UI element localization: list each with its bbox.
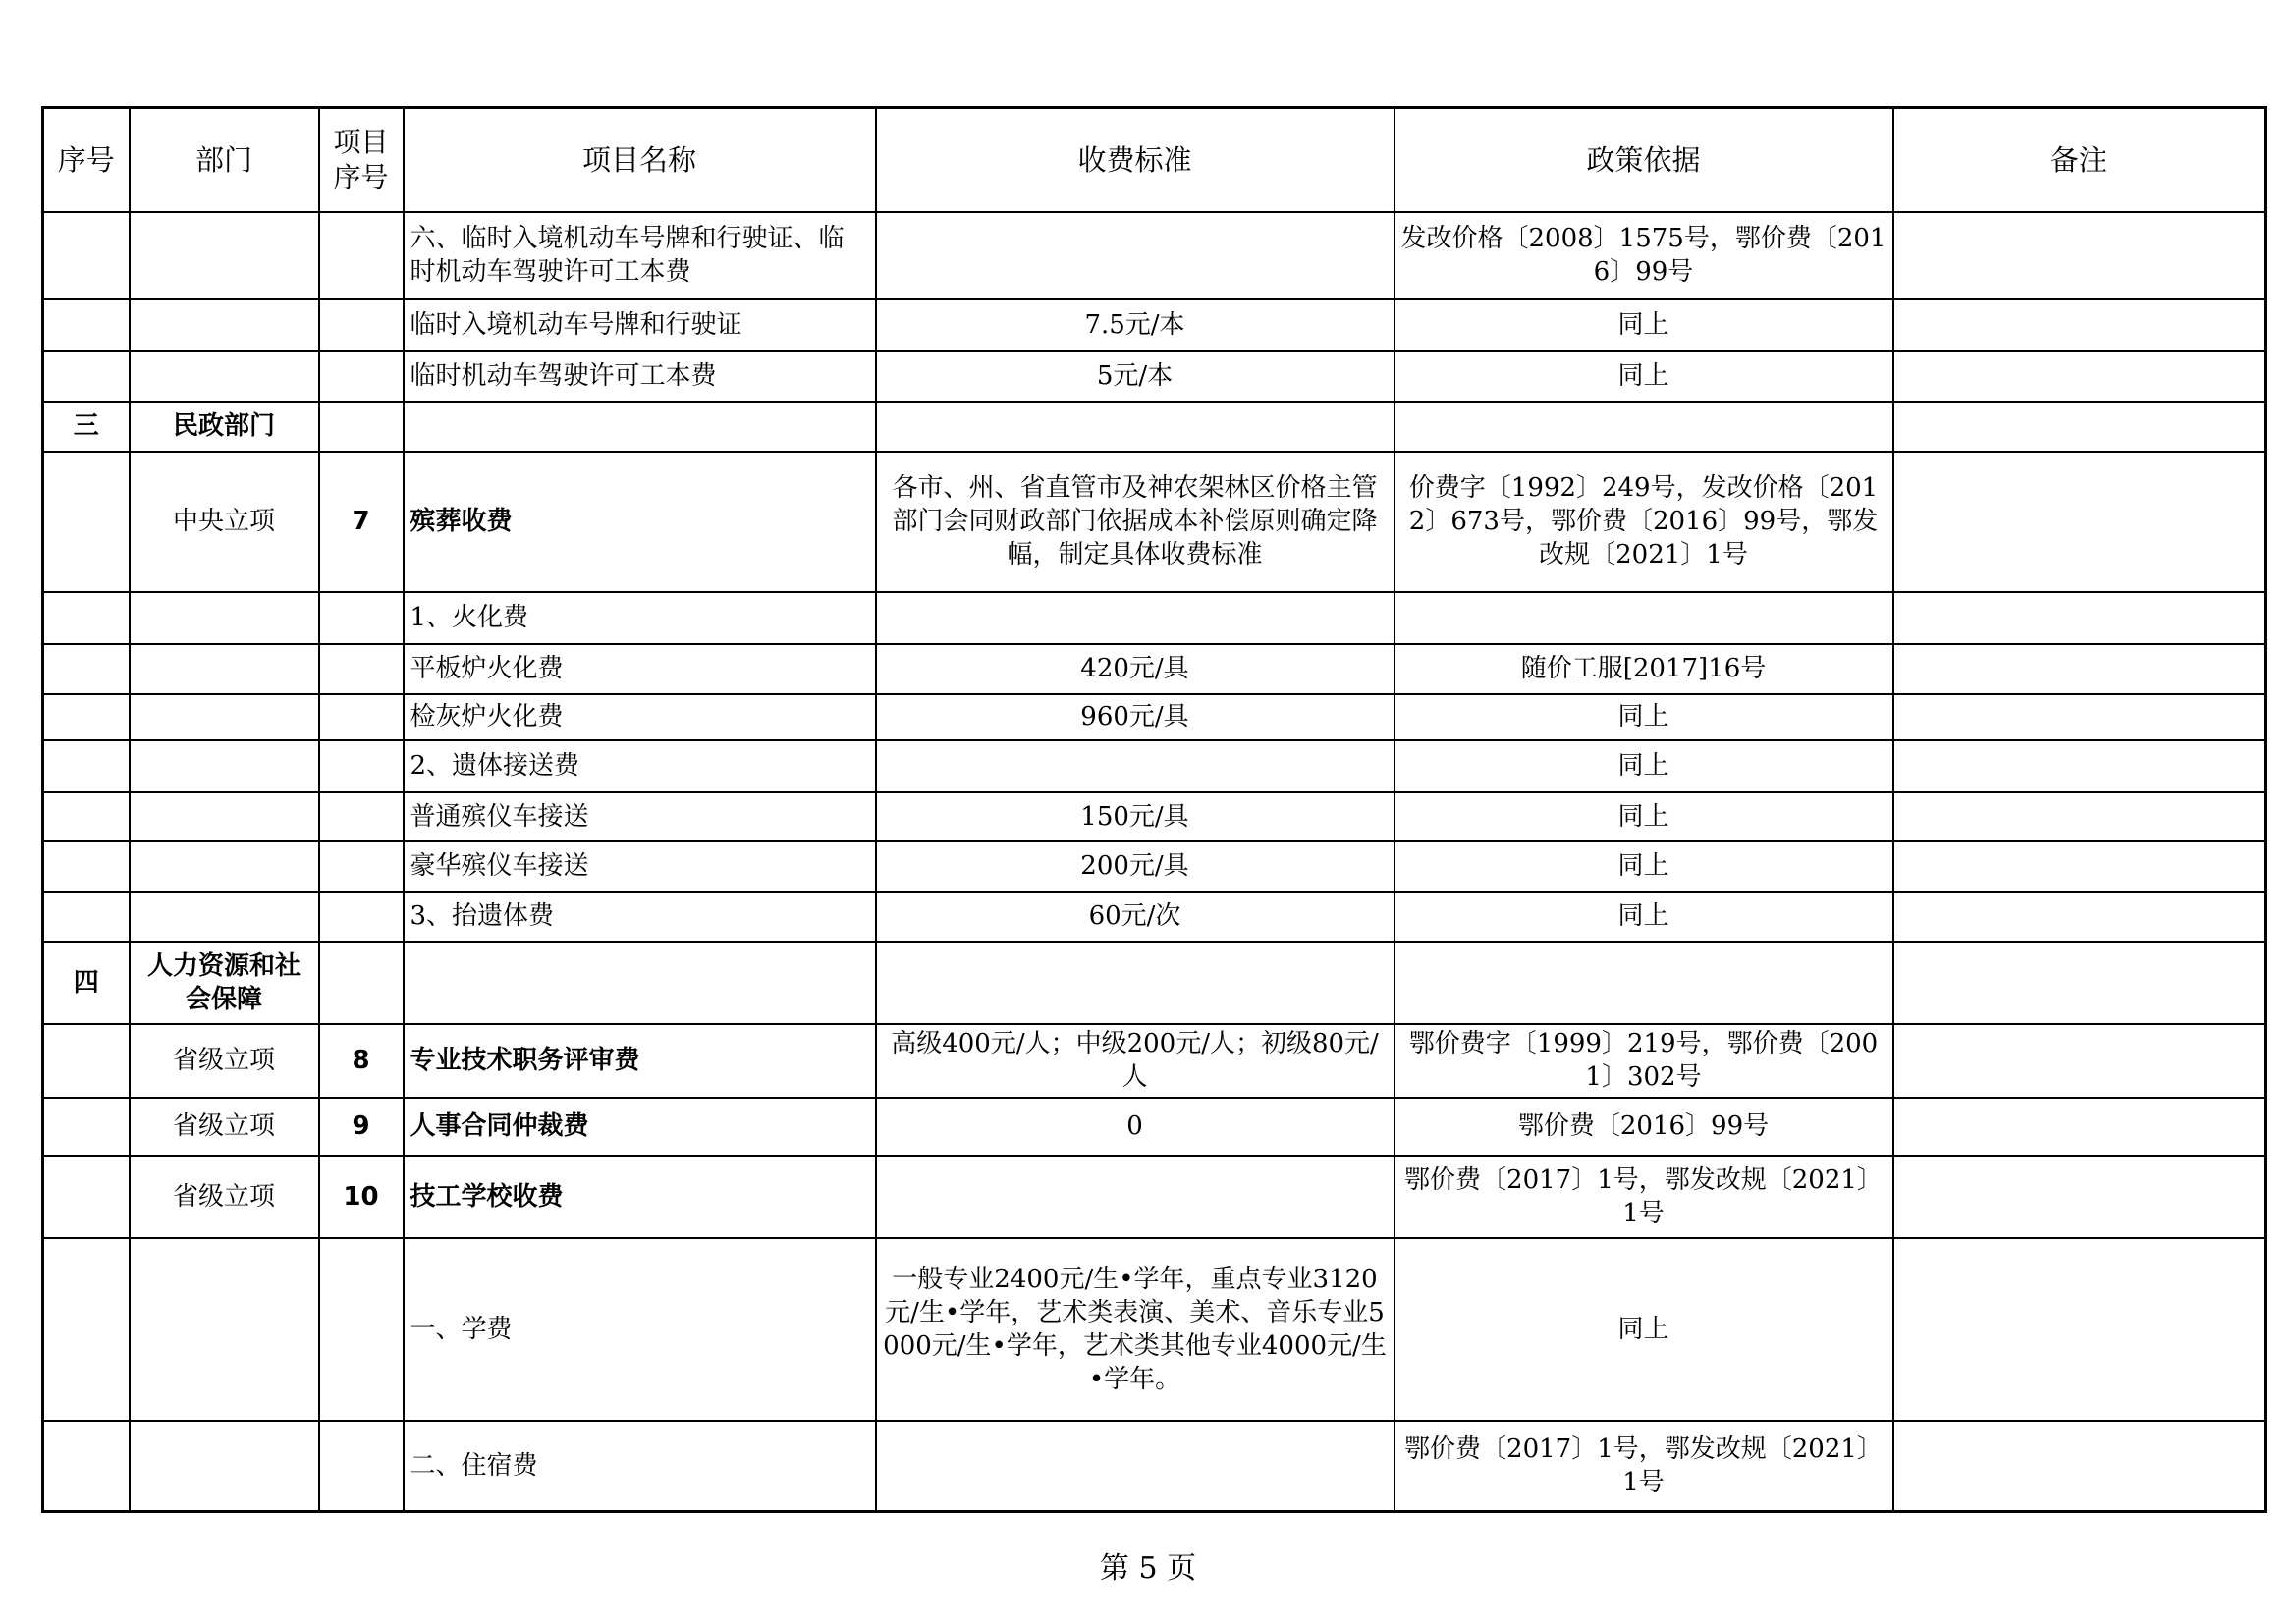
header-policy-basis: 政策依据	[1394, 108, 1893, 212]
header-seq: 序号	[43, 108, 130, 212]
cell-item-seq: 8	[319, 1024, 404, 1098]
fee-table	[41, 106, 2267, 1513]
cell-item-seq	[319, 841, 404, 892]
cell-policy: 同上	[1394, 1238, 1893, 1421]
cell-fee: 200元/具	[876, 841, 1394, 892]
cell-policy: 同上	[1394, 892, 1893, 942]
cell-remark	[1893, 351, 2266, 402]
cell-item-name: 普通殡仪车接送	[404, 792, 876, 841]
cell-item-name: 豪华殡仪车接送	[404, 841, 876, 892]
cell-item-name	[404, 402, 876, 452]
cell-item-seq	[319, 942, 404, 1024]
table-row	[43, 1238, 2266, 1421]
cell-seq	[43, 592, 130, 644]
cell-item-seq: 10	[319, 1156, 404, 1238]
cell-item-seq	[319, 892, 404, 942]
cell-remark	[1893, 892, 2266, 942]
cell-policy	[1394, 592, 1893, 644]
cell-remark	[1893, 212, 2266, 299]
cell-fee	[876, 402, 1394, 452]
cell-item-seq: 9	[319, 1098, 404, 1156]
cell-policy: 发改价格〔2008〕1575号，鄂价费〔2016〕99号	[1394, 212, 1893, 299]
table-row	[43, 1024, 2266, 1098]
table-row	[43, 694, 2266, 740]
cell-item-name: 一、学费	[404, 1238, 876, 1421]
cell-fee	[876, 1421, 1394, 1512]
cell-seq	[43, 351, 130, 402]
cell-fee: 7.5元/本	[876, 299, 1394, 351]
cell-remark	[1893, 740, 2266, 792]
cell-item-name: 二、住宿费	[404, 1421, 876, 1512]
cell-fee	[876, 740, 1394, 792]
header-item-seq: 项目序号	[319, 108, 404, 212]
cell-dept	[130, 299, 319, 351]
cell-item-seq	[319, 1421, 404, 1512]
cell-seq	[43, 841, 130, 892]
table-row	[43, 1156, 2266, 1238]
cell-item-seq	[319, 212, 404, 299]
cell-item-seq	[319, 792, 404, 841]
table-row	[43, 942, 2266, 1024]
cell-remark	[1893, 841, 2266, 892]
header-dept: 部门	[130, 108, 319, 212]
table-row	[43, 592, 2266, 644]
cell-seq	[43, 1421, 130, 1512]
cell-item-name: 临时入境机动车号牌和行驶证	[404, 299, 876, 351]
table-row	[43, 452, 2266, 592]
cell-item-seq: 7	[319, 452, 404, 592]
cell-remark	[1893, 1238, 2266, 1421]
cell-dept	[130, 351, 319, 402]
cell-dept: 人力资源和社会保障	[130, 942, 319, 1024]
cell-seq	[43, 892, 130, 942]
cell-seq	[43, 694, 130, 740]
cell-seq: 四	[43, 942, 130, 1024]
cell-dept	[130, 644, 319, 694]
table-row	[43, 402, 2266, 452]
header-row	[43, 108, 2266, 212]
cell-policy: 价费字〔1992〕249号，发改价格〔2012〕673号，鄂价费〔2016〕99号，鄂发改规〔2021〕1号	[1394, 452, 1893, 592]
cell-fee: 150元/具	[876, 792, 1394, 841]
cell-item-seq	[319, 402, 404, 452]
cell-item-name: 殡葬收费	[404, 452, 876, 592]
cell-item-seq	[319, 740, 404, 792]
cell-item-name: 检灰炉火化费	[404, 694, 876, 740]
cell-fee	[876, 942, 1394, 1024]
cell-fee	[876, 1156, 1394, 1238]
cell-item-name: 3、抬遗体费	[404, 892, 876, 942]
cell-dept	[130, 592, 319, 644]
cell-policy: 同上	[1394, 792, 1893, 841]
cell-policy: 同上	[1394, 299, 1893, 351]
cell-dept: 中央立项	[130, 452, 319, 592]
cell-remark	[1893, 644, 2266, 694]
cell-fee: 各市、州、省直管市及神农架林区价格主管部门会同财政部门依据成本补偿原则确定降幅，制定具体收费标准	[876, 452, 1394, 592]
cell-fee: 5元/本	[876, 351, 1394, 402]
cell-dept	[130, 740, 319, 792]
cell-remark	[1893, 1098, 2266, 1156]
cell-item-name: 1、火化费	[404, 592, 876, 644]
cell-fee: 60元/次	[876, 892, 1394, 942]
cell-policy: 同上	[1394, 841, 1893, 892]
table-row	[43, 212, 2266, 299]
table-row	[43, 892, 2266, 942]
cell-item-seq	[319, 644, 404, 694]
cell-item-name: 2、遗体接送费	[404, 740, 876, 792]
table-row	[43, 792, 2266, 841]
cell-dept: 省级立项	[130, 1024, 319, 1098]
cell-policy: 随价工服[2017]16号	[1394, 644, 1893, 694]
header-fee-standard: 收费标准	[876, 108, 1394, 212]
cell-remark	[1893, 592, 2266, 644]
cell-policy: 鄂价费〔2017〕1号，鄂发改规〔2021〕1号	[1394, 1156, 1893, 1238]
cell-dept: 省级立项	[130, 1156, 319, 1238]
cell-fee	[876, 592, 1394, 644]
cell-dept	[130, 792, 319, 841]
cell-item-seq	[319, 592, 404, 644]
cell-policy: 同上	[1394, 351, 1893, 402]
cell-remark	[1893, 299, 2266, 351]
cell-policy: 鄂价费〔2017〕1号，鄂发改规〔2021〕1号	[1394, 1421, 1893, 1512]
page-number: 第 5 页	[1099, 1551, 1197, 1586]
header-item-name: 项目名称	[404, 108, 876, 212]
cell-seq: 三	[43, 402, 130, 452]
cell-dept: 省级立项	[130, 1098, 319, 1156]
cell-seq	[43, 1238, 130, 1421]
cell-policy: 同上	[1394, 694, 1893, 740]
header-remarks: 备注	[1893, 108, 2266, 212]
cell-fee: 0	[876, 1098, 1394, 1156]
cell-item-name: 人事合同仲裁费	[404, 1098, 876, 1156]
cell-policy	[1394, 942, 1893, 1024]
cell-dept	[130, 892, 319, 942]
cell-fee: 420元/具	[876, 644, 1394, 694]
cell-dept	[130, 1238, 319, 1421]
cell-seq	[43, 212, 130, 299]
cell-remark	[1893, 402, 2266, 452]
cell-policy	[1394, 402, 1893, 452]
cell-item-seq	[319, 1238, 404, 1421]
cell-item-name	[404, 942, 876, 1024]
cell-fee: 一般专业2400元/生•学年，重点专业3120元/生•学年，艺术类表演、美术、音乐专业5000元/生•学年，艺术类其他专业4000元/生•学年。	[876, 1238, 1394, 1421]
cell-item-name: 技工学校收费	[404, 1156, 876, 1238]
cell-seq	[43, 452, 130, 592]
cell-item-name: 临时机动车驾驶许可工本费	[404, 351, 876, 402]
cell-dept: 民政部门	[130, 402, 319, 452]
cell-seq	[43, 792, 130, 841]
cell-seq	[43, 740, 130, 792]
cell-remark	[1893, 1156, 2266, 1238]
cell-dept	[130, 694, 319, 740]
cell-item-name: 平板炉火化费	[404, 644, 876, 694]
cell-seq	[43, 644, 130, 694]
cell-fee	[876, 212, 1394, 299]
table-row	[43, 1098, 2266, 1156]
cell-item-seq	[319, 694, 404, 740]
cell-remark	[1893, 792, 2266, 841]
cell-seq	[43, 1024, 130, 1098]
table-row	[43, 841, 2266, 892]
cell-remark	[1893, 1024, 2266, 1098]
cell-seq	[43, 299, 130, 351]
cell-seq	[43, 1156, 130, 1238]
cell-item-name: 专业技术职务评审费	[404, 1024, 876, 1098]
cell-dept	[130, 212, 319, 299]
table-row	[43, 644, 2266, 694]
cell-item-seq	[319, 351, 404, 402]
cell-remark	[1893, 1421, 2266, 1512]
table-row	[43, 1421, 2266, 1512]
cell-dept	[130, 841, 319, 892]
cell-policy: 同上	[1394, 740, 1893, 792]
cell-remark	[1893, 694, 2266, 740]
cell-item-name: 六、临时入境机动车号牌和行驶证、临时机动车驾驶许可工本费	[404, 212, 876, 299]
cell-fee: 960元/具	[876, 694, 1394, 740]
cell-policy: 鄂价费字〔1999〕219号，鄂价费〔2001〕302号	[1394, 1024, 1893, 1098]
cell-remark	[1893, 942, 2266, 1024]
cell-fee: 高级400元/人；中级200元/人；初级80元/人	[876, 1024, 1394, 1098]
cell-seq	[43, 1098, 130, 1156]
table-row	[43, 299, 2266, 351]
table-row	[43, 351, 2266, 402]
cell-remark	[1893, 452, 2266, 592]
cell-dept	[130, 1421, 319, 1512]
table-row	[43, 740, 2266, 792]
cell-policy: 鄂价费〔2016〕99号	[1394, 1098, 1893, 1156]
cell-item-seq	[319, 299, 404, 351]
